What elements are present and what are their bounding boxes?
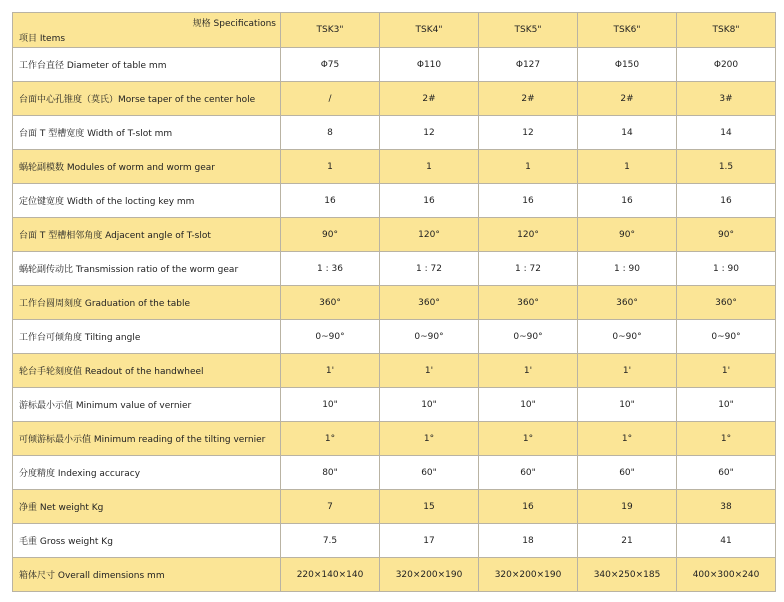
table-row xyxy=(13,490,776,524)
row-value-cell: 320×200×190 xyxy=(479,558,578,592)
row-value-cell: 360° xyxy=(281,286,380,320)
model-header-tsk5: TSK5" xyxy=(479,13,578,48)
row-value-cell: 7.5 xyxy=(281,524,380,558)
header-corner-cell xyxy=(13,13,281,48)
row-value-cell: 1 xyxy=(380,150,479,184)
row-value-cell: 10" xyxy=(281,388,380,422)
row-item-label: 蜗轮副传动比 Transmission ratio of the worm gear xyxy=(13,252,281,286)
row-value-cell: 0~90° xyxy=(479,320,578,354)
row-value-cell: 60" xyxy=(578,456,677,490)
row-value-cell: 18 xyxy=(479,524,578,558)
row-value-cell: 16 xyxy=(479,184,578,218)
row-value-cell: 1 xyxy=(281,150,380,184)
row-item-label: 工作台直径 Diameter of table mm xyxy=(13,48,281,82)
row-value-cell: 90° xyxy=(578,218,677,252)
row-value-cell: 1 : 72 xyxy=(479,252,578,286)
row-value-cell: / xyxy=(281,82,380,116)
table-row xyxy=(13,388,776,422)
row-value-cell: 21 xyxy=(578,524,677,558)
table-row xyxy=(13,286,776,320)
table-row xyxy=(13,354,776,388)
table-row xyxy=(13,48,776,82)
row-value-cell: 10" xyxy=(578,388,677,422)
row-value-cell: 90° xyxy=(677,218,776,252)
row-value-cell: 120° xyxy=(479,218,578,252)
row-value-cell: Φ75 xyxy=(281,48,380,82)
specification-table xyxy=(12,12,776,592)
row-item-label: 游标最小示值 Minimum value of vernier xyxy=(13,388,281,422)
row-value-cell: 220×140×140 xyxy=(281,558,380,592)
row-item-label: 箱体尺寸 Overall dimensions mm xyxy=(13,558,281,592)
table-row xyxy=(13,184,776,218)
row-item-label: 台面 T 型槽宽度 Width of T-slot mm xyxy=(13,116,281,150)
row-value-cell: 41 xyxy=(677,524,776,558)
row-value-cell: Φ127 xyxy=(479,48,578,82)
row-item-label: 分度精度 Indexing accuracy xyxy=(13,456,281,490)
row-value-cell: 360° xyxy=(479,286,578,320)
row-value-cell: 10" xyxy=(479,388,578,422)
row-value-cell: 7 xyxy=(281,490,380,524)
row-item-label: 台面中心孔锥度（莫氏）Morse taper of the center hole xyxy=(13,82,281,116)
row-value-cell: 17 xyxy=(380,524,479,558)
row-value-cell: 60" xyxy=(479,456,578,490)
row-value-cell: 360° xyxy=(578,286,677,320)
row-value-cell: 16 xyxy=(578,184,677,218)
row-item-label: 轮台手轮刻度值 Readout of the handwheel xyxy=(13,354,281,388)
row-value-cell: 1 : 36 xyxy=(281,252,380,286)
specifications-label: 规格 Specifications xyxy=(192,19,276,29)
row-value-cell: 60" xyxy=(677,456,776,490)
row-value-cell: 360° xyxy=(677,286,776,320)
header-row xyxy=(13,13,776,48)
model-header-tsk6: TSK6" xyxy=(578,13,677,48)
row-value-cell: Φ110 xyxy=(380,48,479,82)
row-value-cell: 19 xyxy=(578,490,677,524)
row-value-cell: 38 xyxy=(677,490,776,524)
row-value-cell: 1 : 90 xyxy=(578,252,677,286)
specification-body xyxy=(13,48,776,592)
table-row xyxy=(13,422,776,456)
row-value-cell: 12 xyxy=(479,116,578,150)
row-value-cell: 12 xyxy=(380,116,479,150)
row-value-cell: 10" xyxy=(380,388,479,422)
row-value-cell: 16 xyxy=(677,184,776,218)
row-value-cell: 0~90° xyxy=(578,320,677,354)
row-value-cell: 0~90° xyxy=(281,320,380,354)
table-row xyxy=(13,82,776,116)
row-item-label: 蜗轮副模数 Modules of worm and worm gear xyxy=(13,150,281,184)
row-value-cell: 1.5 xyxy=(677,150,776,184)
table-row xyxy=(13,524,776,558)
row-value-cell: 60" xyxy=(380,456,479,490)
row-value-cell: 14 xyxy=(578,116,677,150)
row-value-cell: 360° xyxy=(380,286,479,320)
row-value-cell: 1 : 72 xyxy=(380,252,479,286)
model-header-tsk3: TSK3" xyxy=(281,13,380,48)
row-item-label: 净重 Net weight Kg xyxy=(13,490,281,524)
table-row xyxy=(13,218,776,252)
row-item-label: 定位键宽度 Width of the locting key mm xyxy=(13,184,281,218)
row-value-cell: 8 xyxy=(281,116,380,150)
items-label: 项目 Items xyxy=(19,34,66,44)
row-value-cell: 1° xyxy=(479,422,578,456)
row-value-cell: 80" xyxy=(281,456,380,490)
row-value-cell: Φ200 xyxy=(677,48,776,82)
row-value-cell: 90° xyxy=(281,218,380,252)
row-value-cell: Φ150 xyxy=(578,48,677,82)
row-value-cell: 1' xyxy=(380,354,479,388)
row-item-label: 工作台可倾角度 Tilting angle xyxy=(13,320,281,354)
row-item-label: 台面 T 型槽相邻角度 Adjacent angle of T-slot xyxy=(13,218,281,252)
row-item-label: 可倾游标最小示值 Minimum reading of the tilting vernier xyxy=(13,422,281,456)
row-value-cell: 1 : 90 xyxy=(677,252,776,286)
row-value-cell: 0~90° xyxy=(677,320,776,354)
row-value-cell: 16 xyxy=(281,184,380,218)
row-value-cell: 1° xyxy=(281,422,380,456)
row-value-cell: 1' xyxy=(479,354,578,388)
row-value-cell: 0~90° xyxy=(380,320,479,354)
row-item-label: 工作台圆周刻度 Graduation of the table xyxy=(13,286,281,320)
row-value-cell: 16 xyxy=(479,490,578,524)
row-value-cell: 2# xyxy=(479,82,578,116)
row-value-cell: 1° xyxy=(677,422,776,456)
row-value-cell: 320×200×190 xyxy=(380,558,479,592)
table-row xyxy=(13,150,776,184)
table-row xyxy=(13,320,776,354)
row-value-cell: 1 xyxy=(578,150,677,184)
row-value-cell: 1° xyxy=(380,422,479,456)
row-item-label: 毛重 Gross weight Kg xyxy=(13,524,281,558)
row-value-cell: 3# xyxy=(677,82,776,116)
table-row xyxy=(13,456,776,490)
row-value-cell: 340×250×185 xyxy=(578,558,677,592)
row-value-cell: 400×300×240 xyxy=(677,558,776,592)
row-value-cell: 1' xyxy=(578,354,677,388)
table-row xyxy=(13,558,776,592)
table-row xyxy=(13,252,776,286)
model-header-tsk4: TSK4" xyxy=(380,13,479,48)
row-value-cell: 1' xyxy=(281,354,380,388)
row-value-cell: 1' xyxy=(677,354,776,388)
row-value-cell: 2# xyxy=(578,82,677,116)
row-value-cell: 120° xyxy=(380,218,479,252)
row-value-cell: 14 xyxy=(677,116,776,150)
row-value-cell: 2# xyxy=(380,82,479,116)
model-header-tsk8: TSK8" xyxy=(677,13,776,48)
row-value-cell: 16 xyxy=(380,184,479,218)
row-value-cell: 1 xyxy=(479,150,578,184)
row-value-cell: 15 xyxy=(380,490,479,524)
row-value-cell: 10" xyxy=(677,388,776,422)
table-row xyxy=(13,116,776,150)
row-value-cell: 1° xyxy=(578,422,677,456)
